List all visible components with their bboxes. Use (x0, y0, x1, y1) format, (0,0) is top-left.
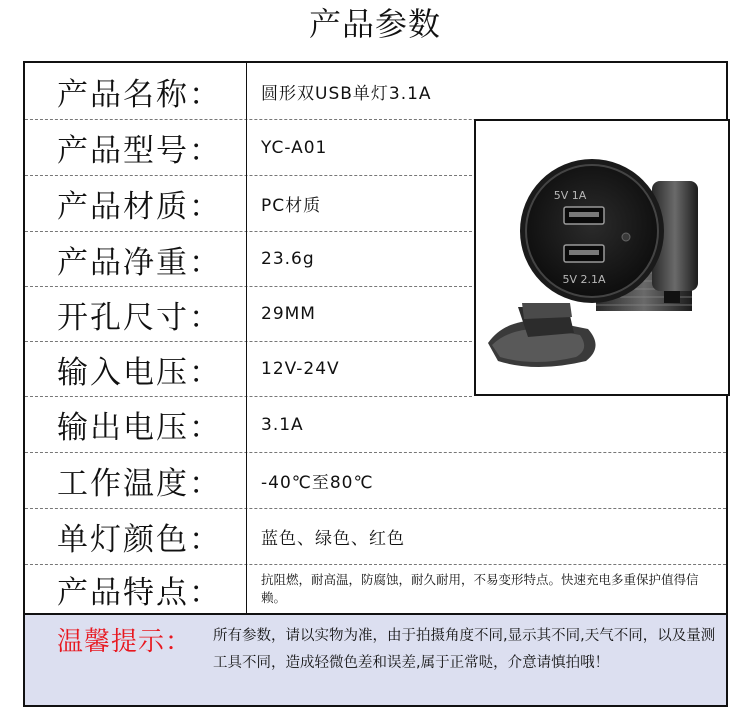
spec-value: 圆形双USB单灯3.1A (261, 83, 432, 104)
port-label-bottom: 5V 2.1A (562, 273, 606, 286)
product-photo-frame (474, 119, 730, 396)
spec-label: 产品净重： (57, 244, 222, 281)
spec-row-weight (25, 232, 472, 287)
spec-row-material (25, 176, 472, 232)
spec-label: 输入电压： (57, 354, 222, 391)
spec-label: 产品材质： (57, 189, 222, 225)
spec-value: 抗阻燃，耐高温，防腐蚀，耐久耐用，不易变形特点。快速充电多重保护值得信赖。 (261, 572, 699, 605)
spec-value: YC-A01 (261, 137, 328, 158)
spec-row-light-color (25, 509, 726, 565)
spec-row-name (25, 63, 726, 120)
spec-row-features (25, 565, 726, 613)
spec-label: 单灯颜色： (57, 522, 222, 558)
spec-value: 3.1A (261, 414, 304, 435)
notice-text: 所有参数，请以实物为准，由于拍摄角度不同,显示其不同,天气不同，以及量测工具不同，造成轻微色差和误差,属于正常哒，介意请慎拍哦！ (213, 628, 716, 671)
page-title: 产品参数 (308, 5, 441, 43)
spec-row-hole-size (25, 287, 472, 342)
spec-value: PC材质 (261, 196, 322, 216)
spec-value: 29MM (261, 304, 316, 324)
spec-value: 12V-24V (261, 359, 340, 379)
spec-row-temperature (25, 453, 726, 509)
spec-label: 开孔尺寸： (57, 299, 222, 336)
notice-box (23, 615, 728, 707)
product-photo (476, 121, 728, 394)
spec-row-output-voltage (25, 397, 726, 453)
spec-value: 蓝色、绿色、红色 (261, 529, 405, 549)
spec-table (23, 61, 728, 615)
spec-value: -40℃至80℃ (261, 473, 374, 493)
spec-label: 产品特点： (57, 574, 222, 611)
spec-label: 工作温度： (57, 466, 222, 502)
spec-row-model (25, 120, 472, 176)
column-divider (246, 63, 247, 613)
port-label-top: 5V 1A (553, 189, 587, 202)
spec-label: 产品型号： (57, 133, 222, 169)
spec-row-input-voltage (25, 342, 472, 397)
spec-label: 产品名称： (57, 76, 222, 113)
spec-value: 23.6g (261, 249, 315, 269)
spec-label: 输出电压： (57, 410, 222, 446)
notice-label: 温馨提示： (57, 627, 193, 657)
